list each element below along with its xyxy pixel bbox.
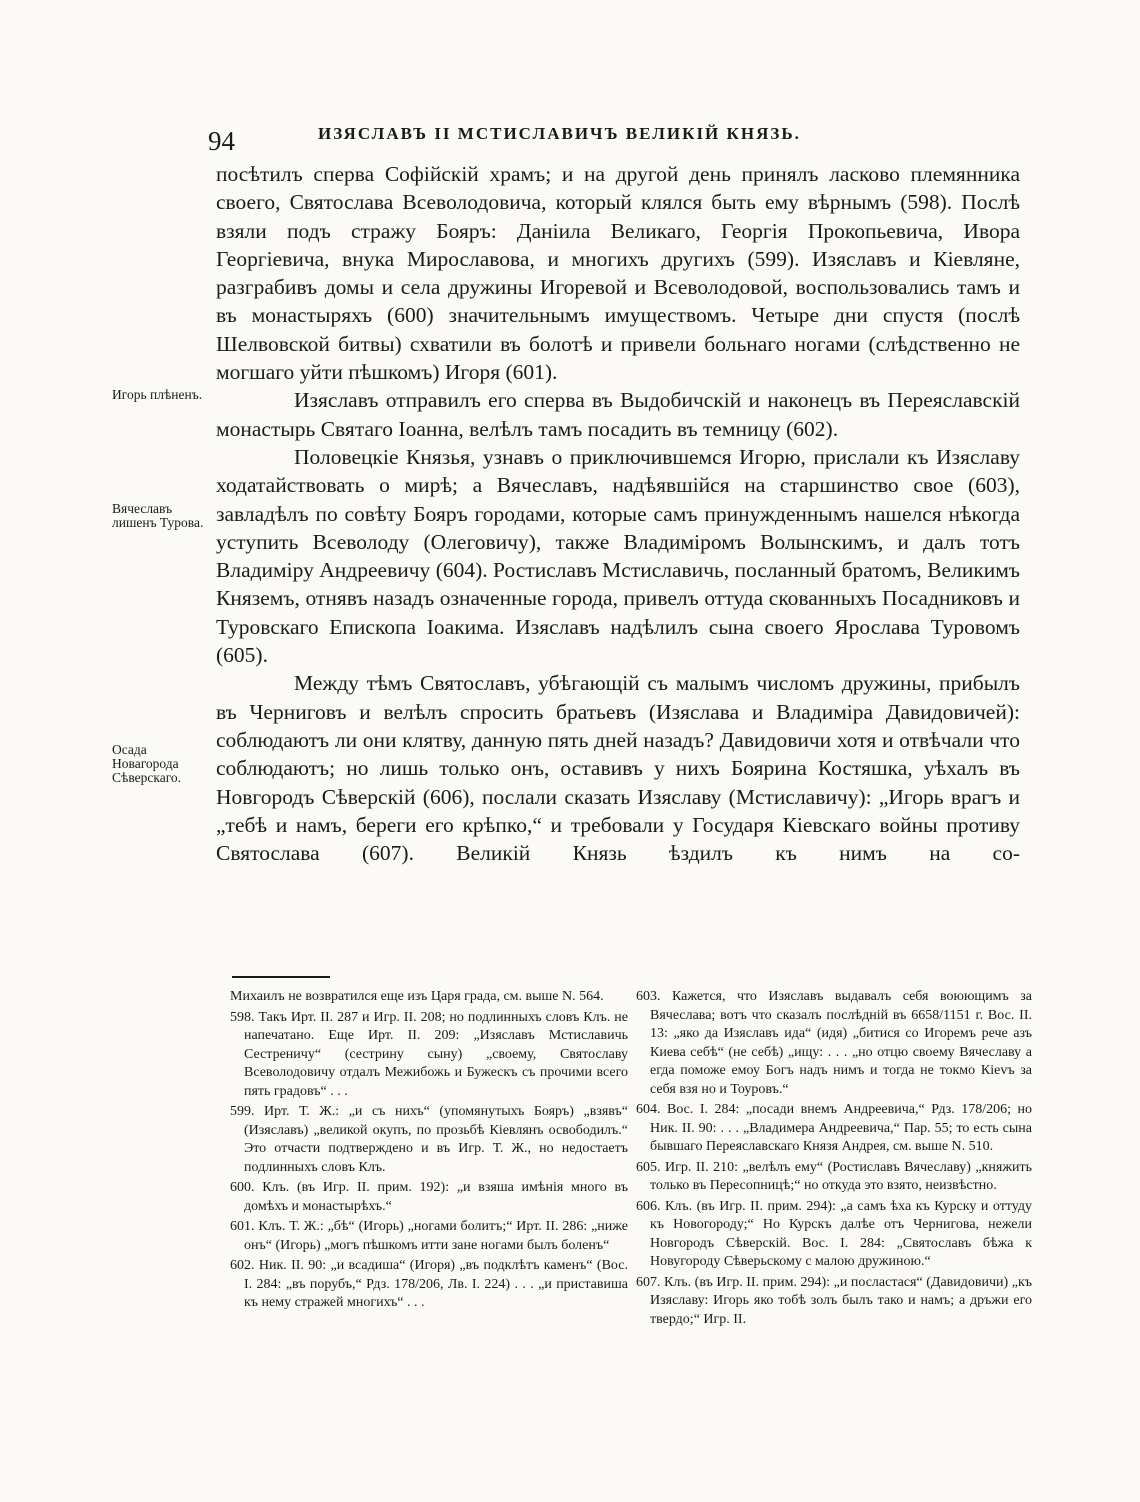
footnote: Михаилъ не возвратился еще изъ Царя града, см. выше N. 564. — [230, 989, 604, 1004]
footnote: 606. Клъ. (въ Игр. II. прим. 294): „а самъ ѣха къ Курску и оттуду къ Новогороду;“ Но Курскъ далѣе отъ Чернигова, нежели Новгородъ Сѣверскій. Вос. I. 284: „Святославъ бѣжа к Новугороду Сѣверьскому с малою дружиною.“ — [636, 1198, 1032, 1269]
paragraph — [216, 386, 1020, 443]
paragraph — [216, 443, 1020, 669]
footnote: 600. Клъ. (въ Игр. II. прим. 192): „и взяша имѣнія много въ домѣхъ и монастырѣхъ.“ — [230, 1180, 628, 1214]
running-title: ИЗЯСЛАВЪ II МСТИСЛАВИЧЪ ВЕЛИКІЙ КНЯЗЬ. — [318, 124, 801, 143]
footnote: 607. Клъ. (въ Игр. II. прим. 294): „и посластася“ (Давидовичи) „къ Изяславу: Игорь яко тобѣ золъ былъ тако и намъ; а дръжи его твердо;“ Игр. II. — [636, 1274, 1032, 1327]
margin-note: Игорь плѣненъ. — [112, 387, 203, 402]
footnotes-right-column — [636, 988, 1032, 1331]
page-number: 94 — [208, 126, 235, 156]
paragraph-text: Половецкіе Князья, узнавъ о приключившемся Игорю, прислали къ Изяславу ходатайствовать о мирѣ; а Вячеславъ, надѣявшійся на старшинство свое (603), завладѣлъ по совѣту Бояръ городами, которые самъ принужденнымъ нашелся нѣкогда уступить Всеволоду (Олеговичу), также Владиміромъ Волынскимъ, и далъ тотъ Владиміру Андреевичу (604). Ростиславъ Мстиславичь, посланный братомъ, Великимъ Княземъ, отнявъ назадъ означенные города, привелъ оттуда скованныхъ Посадниковъ и Туровскаго Епископа Іоакима. Изяславъ надѣлилъ сына своего Ярослава Туровомъ (605). — [216, 444, 1020, 668]
footnote: 601. Клъ. Т. Ж.: „бѣ“ (Игорь) „ногами болитъ;“ Ирт. II. 286: „ниже онъ“ (Игорь) „могъ пѣшкомъ итти зане ногами былъ боленъ“ — [230, 1219, 628, 1253]
paragraph-text: Изяславъ отправилъ его сперва въ Выдобичскій и наконецъ въ Переяславскій монастырь Святаго Іоанна, велѣлъ тамъ посадить въ темницу (602). — [216, 388, 1020, 441]
footnote-rule — [232, 976, 330, 978]
paragraph-text: посѣтилъ сперва Софійскій храмъ; и на другой день принялъ ласково племянника своего, Святослава Всеволодовича, который клялся быть ему вѣрнымъ (598). Послѣ взяли подъ стражу Бояръ: Даніила Великаго, Георгія Прокопьевича, Ивора Георгіевича, внука Мирославова, и многихъ другихъ (599). Изяславъ и Кіевляне, разграбивъ домы и села дружины Игоревой и Всеволодовой, воспользовались тамъ и въ монастыряхъ (600) значительнымъ имуществомъ. Четыре дни спустя (послѣ Шелвовской битвы) схватили въ болотѣ и привели больнаго ногами (слѣдственно не могшаго уйти пѣшкомъ) Игоря (601). — [216, 162, 1020, 385]
footnote: 603. Кажется, что Изяславъ выдавалъ себя воюющимъ за Вячеслава; вотъ что сказалъ послѣдній въ 6658/1151 г. Вос. II. 13: „яко да Изяславъ ида“ (идя) „битися со Игоремъ рече азъ Киева себѣ“ (не себѣ) „ищу: . . . „но отцю своему Вячеславу а егда поможе емоу Богъ надъ нимъ и тогда не токмо Кievъ за себя взя но и Тоуровъ.“ — [636, 989, 1032, 1097]
footnote: 598. Такъ Ирт. II. 287 и Игр. II. 208; но подлинныхъ словъ Клъ. не напечатано. Еще Ирт. II. 209: „Изяславъ Мстиславичь Сестреничу“ (сестрину сыну) „своему, Святославу Всеволодовичу отдалъ Межибожь и Бужескъ съ прочими всего пять градовъ“ . . . — [230, 1009, 628, 1099]
paragraph — [216, 160, 1020, 386]
margin-note: Осада Новагорода Сѣверскаго. — [112, 742, 182, 785]
footnote: 599. Ирт. Т. Ж.: „и съ нихъ“ (упомянутыхъ Бояръ) „взявъ“ (Изяславъ) „великой окупъ, по прозьбѣ Кіевлянъ освободилъ.“ Это отчасти подтверждено и въ Игр. Т. Ж., но недостаетъ подлинныхъ словъ Клъ. — [230, 1104, 628, 1175]
footnotes-left-column — [230, 988, 628, 1315]
margin-note: Вячеславъ лишенъ Турова. — [112, 501, 204, 530]
paragraph — [216, 669, 1020, 867]
footnote: 604. Вос. I. 284: „посади внемъ Андреевича,“ Рдз. 178/206; но Ник. II. 90: . . . „Владимера Андреевича,“ Пар. 55; то есть сына бывшаго Переяславскаго Князя Андрея, см. выше N. 510. — [636, 1102, 1032, 1154]
footnote: 605. Игр. II. 210: „велѣлъ ему“ (Ростиславъ Вячеславу) „княжить только въ Пересопницѣ;“ но откуда это взято, неизвѣстно. — [636, 1159, 1032, 1193]
footnote: 602. Ник. II. 90: „и всадиша“ (Игоря) „въ подклѣтъ каменъ“ (Вос. I. 284: „въ порубъ,“ Рдз. 178/206, Лв. I. 224) . . . „и приставиша къ нему стражей многихъ“ . . . — [230, 1258, 628, 1310]
paragraph-text: Между тѣмъ Святославъ, убѣгающій съ малымъ числомъ дружины, прибылъ въ Черниговъ и велѣлъ спросить братьевъ (Изяслава и Владиміра Давидовичей): соблюдаютъ ли они клятву, данную пять дней назадъ? Давидовичи хотя и отвѣчали что соблюдаютъ; но лишь только онъ, оставивъ у нихъ Боярина Костяшка, уѣхалъ въ Новгородъ Сѣверскій (606), послали сказать Изяславу (Мстиславичу): „Игорь врагъ и „тебѣ и намъ, береги его крѣпко,“ и требовали у Государя Кіевскаго войны противу Святослава (607). Великій Князь ѣздилъ къ нимъ на со- — [216, 671, 1020, 866]
main-text — [216, 160, 1020, 867]
